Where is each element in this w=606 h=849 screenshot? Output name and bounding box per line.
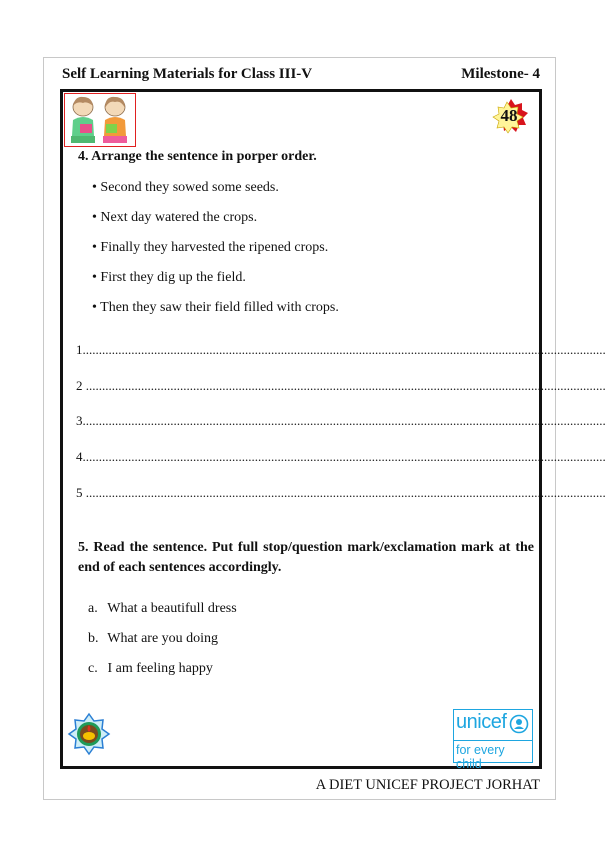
- reading-children-illustration: [64, 93, 136, 147]
- sentence-option-b: b. What are you doing: [88, 631, 219, 646]
- footer-text: A DIET UNICEF PROJECT JORHAT: [315, 777, 540, 793]
- page-number: 48: [500, 106, 518, 125]
- sentence-option-a: a. What a beautifull dress: [88, 601, 237, 616]
- answer-line-2[interactable]: 2 ................................................................................................................................................................: [76, 378, 606, 393]
- sentence-item: • Finally they harvested the ripened crops.: [92, 240, 329, 255]
- sentence-option-c: c. I am feeling happy: [88, 661, 213, 676]
- sentence-item: • Then they saw their field filled with crops.: [92, 300, 339, 315]
- diet-emblem-icon: [68, 713, 110, 755]
- unicef-tagline: for every child: [456, 743, 505, 771]
- header-title: Self Learning Materials for Class III-V: [62, 66, 313, 82]
- bullet-icon: •: [92, 300, 97, 315]
- sentence-item: • Next day watered the crops.: [92, 210, 258, 225]
- sentence-item: • First they dig up the field.: [92, 270, 246, 285]
- unicef-globe-icon: [509, 714, 529, 734]
- sentence-item: • Second they sowed some seeds.: [92, 180, 279, 195]
- unicef-logo: [453, 709, 533, 771]
- children-reading-icon: [65, 94, 134, 145]
- bullet-icon: •: [92, 240, 97, 255]
- answer-line-3[interactable]: 3.................................................................................................................................................................: [76, 413, 606, 428]
- header-milestone: Milestone- 4: [461, 66, 540, 82]
- bullet-icon: •: [92, 210, 97, 225]
- answer-line-4[interactable]: 4.................................................................................................................................................................: [76, 449, 606, 464]
- question-5-title: 5. Read the sentence. Put full stop/question mark/exclamation mark at the end of each sentences accordingly.: [78, 540, 534, 575]
- unicef-brand-text: unicef: [456, 711, 507, 733]
- question-4-title: 4. Arrange the sentence in porper order.: [78, 149, 317, 164]
- answer-line-5[interactable]: 5 ................................................................................................................................................................: [76, 485, 606, 500]
- unicef-divider: [454, 740, 532, 741]
- bullet-icon: •: [92, 180, 97, 195]
- bullet-icon: •: [92, 270, 97, 285]
- answer-line-1[interactable]: 1.................................................................................................................................................................: [76, 342, 606, 357]
